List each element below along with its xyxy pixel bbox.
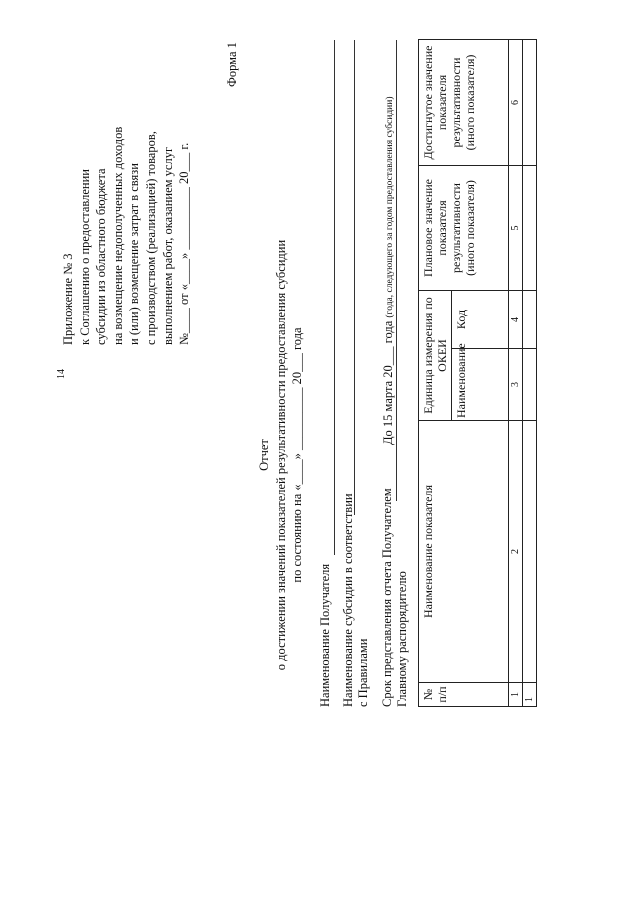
column-number: 5 [509, 165, 523, 290]
recipient-label: Наименование Получателя [318, 563, 332, 707]
column-number: 1 [509, 683, 523, 707]
row-achieved-cell [523, 39, 537, 165]
column-number: 6 [509, 39, 523, 165]
header-indicator-name: Наименование показателя [419, 421, 509, 683]
page-number: 14 [56, 369, 67, 379]
column-number: 4 [509, 290, 523, 348]
subsidy-field-line [354, 40, 355, 515]
appendix-line: №____ от «____» __________ 20___ г. [177, 142, 192, 345]
form-label: Форма 1 [225, 42, 239, 87]
row-num-cell [523, 683, 537, 707]
appendix-line: субсидии из областного бюджета [94, 168, 109, 345]
appendix-block [60, 127, 193, 345]
appendix-line: на возмещение недополученных доходов [110, 126, 125, 345]
header-num: № п/п [419, 683, 509, 707]
indicators-table [418, 39, 537, 707]
report-heading [256, 155, 306, 755]
report-subtitle: о достижении значений показателей результативности предоставления субсидии [273, 239, 288, 671]
row-unit-name-cell [523, 349, 537, 421]
appendix-line: Приложение № 3 [61, 253, 75, 345]
recipient-field-line [334, 40, 335, 555]
table-row [523, 39, 537, 706]
subsidy-label-line2: с Правилами [356, 638, 370, 707]
row-indicator-cell [523, 421, 537, 683]
row-planned-cell [523, 165, 537, 290]
deadline-note: (года, следующего за годом предоставления субсидии) [385, 96, 395, 318]
report-title: Отчет [257, 439, 271, 471]
header-unit-code: Код [452, 290, 509, 348]
appendix-line: выполнением работ, оказанием услуг [160, 146, 175, 345]
header-unit-group: Единица измерения по ОКЕИ [419, 290, 452, 420]
appendix-line: и (или) возмещение затрат в связи [127, 163, 142, 345]
deadline-value [381, 97, 396, 446]
subsidy-label-line1: Наименование субсидии в соответствии [341, 493, 355, 707]
header-planned: Плановое значение показателя результативности (иного показателя) [419, 165, 509, 290]
header-unit-name: Наименование [452, 349, 509, 421]
report-as-of: по состоянию на «____» __________ 20___ года [290, 327, 304, 583]
appendix-line: с производством (реализацией) товаров, [143, 131, 158, 345]
row-num: 1 [524, 697, 535, 702]
header-achieved: Достигнутое значение показателя результативности (иного показателя) [419, 39, 509, 165]
column-number: 2 [509, 421, 523, 683]
deadline-field-line [396, 40, 397, 501]
deadline-label-line2: Главному распорядителю [395, 571, 409, 707]
row-unit-code-cell [523, 290, 537, 348]
column-number-row [509, 39, 523, 706]
deadline-date: До 15 марта 20___ года [381, 320, 395, 445]
deadline-label-line1: Срок представления отчета Получателем [380, 488, 394, 707]
column-number: 3 [509, 349, 523, 421]
appendix-line: к Соглашению о предоставлении [77, 168, 92, 345]
